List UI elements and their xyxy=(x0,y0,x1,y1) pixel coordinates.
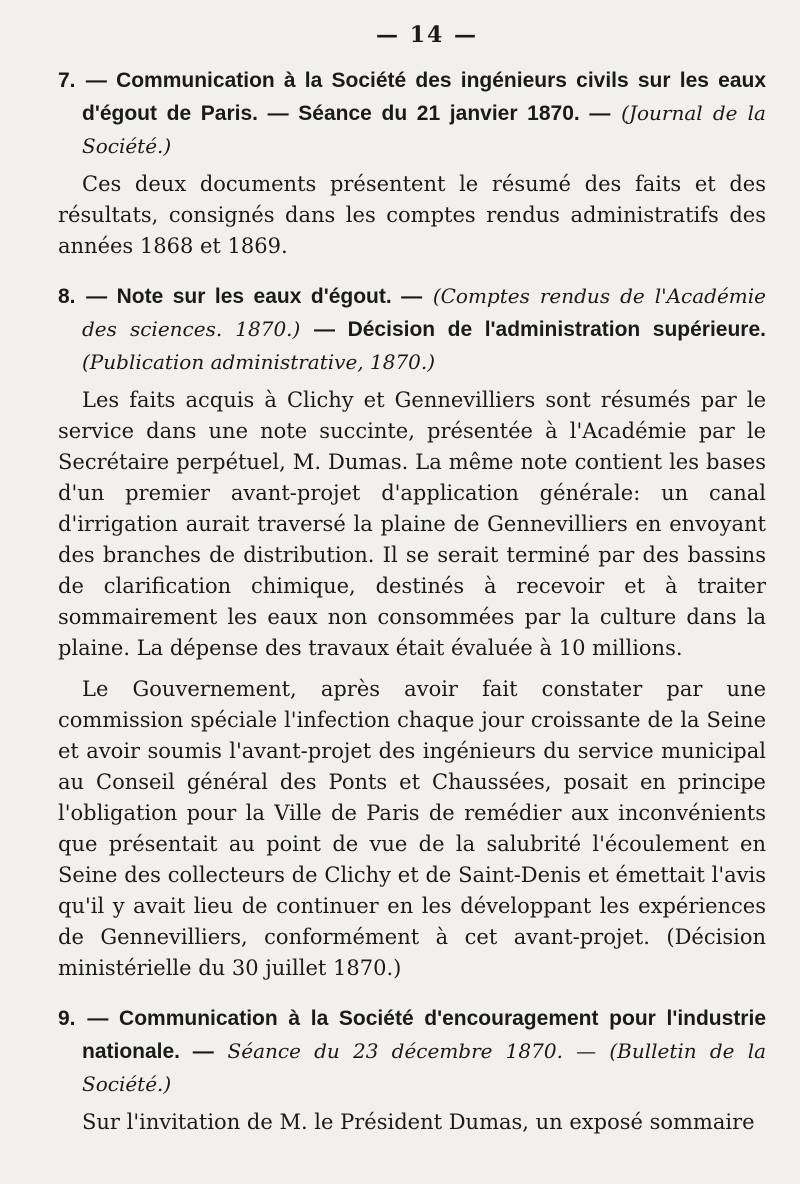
page-number: — 14 — xyxy=(376,22,478,48)
entry-title-2: — Décision de l'administration supérieure. xyxy=(314,318,766,341)
entry-number: 9. xyxy=(58,1007,76,1030)
entry-source: (Journal de la Société.) xyxy=(82,101,766,158)
entry-9 xyxy=(58,1002,766,1138)
entry-heading xyxy=(58,1002,766,1101)
entry-source: (Comptes rendus de l'Académie des sciences. 1870.) xyxy=(82,284,766,341)
entry-title: — Communication à la Société d'encouragement pour l'industrie nationale. — xyxy=(82,1007,766,1063)
entry-source: Séance du 23 décembre 1870. — (Bulletin de la Société.) xyxy=(82,1039,767,1096)
entry-heading xyxy=(58,280,766,379)
entry-7 xyxy=(58,64,766,262)
entry-heading xyxy=(58,64,766,163)
paragraph: Le Gouvernement, après avoir fait constater par une commission spéciale l'infection chaque jour croissante de la Seine et avoir soumis l'avant-projet des ingénieurs du service municipal au Conseil général des Ponts et Chaussées, posait en principe l'obligation pour la Ville de Paris de remédier aux inconvénients que présentait au point de vue de la salubrité l'écoulement en Seine des collecteurs de Clichy et de Saint-Denis et émettait l'avis qu'il y avait lieu de continuer en les développant les expériences de Gennevilliers, conformément à cet avant-projet. (Décision ministérielle du 30 juillet 1870.) xyxy=(58,677,766,980)
entry-title: — Communication à la Société des ingénieurs civils sur les eaux d'égout de Paris. — Séance du 21 janvier 1870. — xyxy=(82,69,767,125)
paragraph: Ces deux documents présentent le résumé des faits et des résultats, consignés dans les comptes rendus administratifs des années 1868 et 1869. xyxy=(58,172,766,258)
paragraph: Les faits acquis à Clichy et Gennevilliers sont résumés par le service dans une note succinte, présentée à l'Académie par le Secrétaire perpétuel, M. Dumas. La même note contient les bases d'un premier avant-projet d'application générale: un canal d'irrigation aurait traversé la plaine de Gennevilliers en envoyant des branches de distribution. Il se serait terminé par des bassins de clarification chimique, destinés à recevoir et à traiter sommairement les eaux non consommées par la culture dans la plaine. La dépense des travaux était évaluée à 10 millions. xyxy=(58,388,766,660)
entry-source-2: (Publication administrative, 1870.) xyxy=(82,350,436,374)
entry-number: 7. xyxy=(58,69,76,92)
paragraph: Sur l'invitation de M. le Président Dumas, un exposé sommaire xyxy=(82,1110,755,1134)
entry-8 xyxy=(58,280,766,984)
entry-title: — Note sur les eaux d'égout. — xyxy=(86,285,423,308)
entry-number: 8. xyxy=(58,285,76,308)
